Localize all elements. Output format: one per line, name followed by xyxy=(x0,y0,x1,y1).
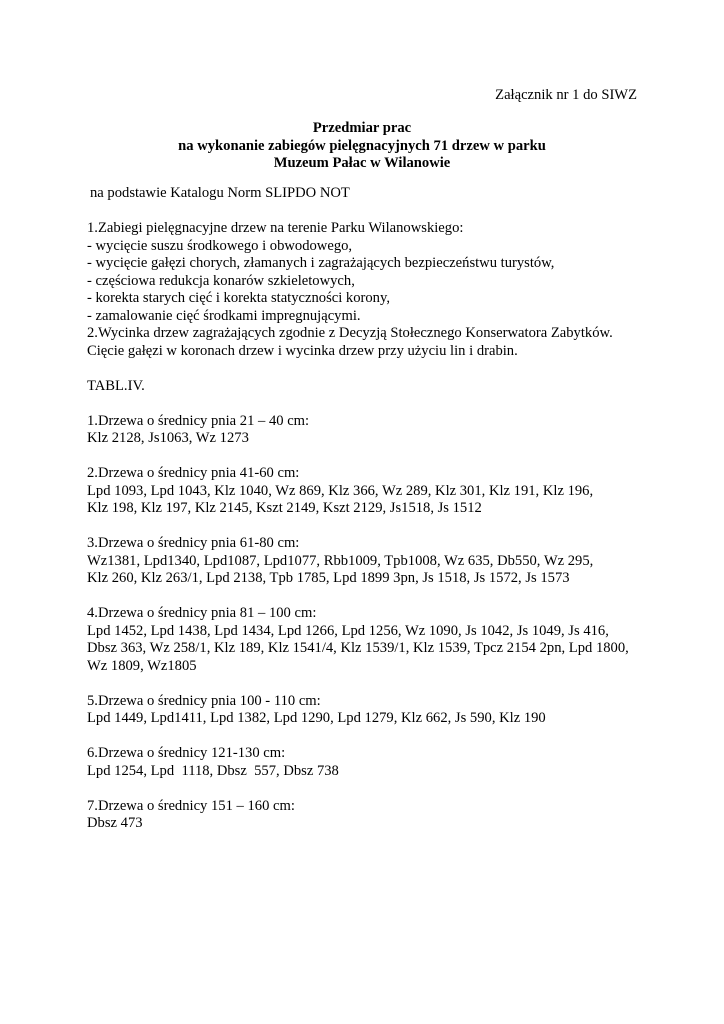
document-title xyxy=(0,120,724,173)
group-heading: 7.Drzewa o średnicy 151 – 160 cm: xyxy=(87,797,295,814)
group-line: Lpd 1093, Lpd 1043, Klz 1040, Wz 869, Klz 366, Wz 289, Klz 301, Klz 191, Klz 196, xyxy=(87,482,594,499)
tree-group xyxy=(87,413,647,448)
scope-line: - wycięcie suszu środkowego i obwodowego, xyxy=(87,237,353,254)
tree-group xyxy=(87,693,647,728)
group-heading: 1.Drzewa o średnicy pnia 21 – 40 cm: xyxy=(87,412,310,429)
scope-line: 2.Wycinka drzew zagrażających zgodnie z Decyzją Stołecznego Konserwatora Zabytków. xyxy=(87,325,613,341)
tree-group xyxy=(87,465,647,518)
group-line: Lpd 1254, Lpd 1118, Dbsz 557, Dbsz 738 xyxy=(87,762,339,779)
scope-line: Cięcie gałęzi w koronach drzew i wycinka drzew przy użyciu lin i drabin. xyxy=(87,342,518,359)
group-heading: 3.Drzewa o średnicy pnia 61-80 cm: xyxy=(87,535,300,551)
group-heading: 2.Drzewa o średnicy pnia 41-60 cm: xyxy=(87,465,300,481)
group-line: Klz 198, Klz 197, Klz 2145, Kszt 2149, Kszt 2129, Js1518, Js 1512 xyxy=(87,500,482,516)
scope-line: - wycięcie gałęzi chorych, złamanych i zagrażających bezpieczeństwu turystów, xyxy=(87,255,555,271)
group-heading: 5.Drzewa o średnicy pnia 100 - 110 cm: xyxy=(87,692,321,709)
group-heading: 6.Drzewa o średnicy 121-130 cm: xyxy=(87,745,286,761)
scope-line: - zamalowanie cięć środkami impregnującymi. xyxy=(87,307,361,324)
title-line: Przedmiar prac xyxy=(312,120,412,136)
attachment-label: Załącznik nr 1 do SIWZ xyxy=(495,87,637,103)
group-line: Wz 1809, Wz1805 xyxy=(87,657,197,674)
scope-line: - częściowa redukcja konarów szkieletowych, xyxy=(87,272,355,289)
tree-group xyxy=(87,605,647,675)
tree-group xyxy=(87,798,647,833)
scope-line: 1.Zabiegi pielęgnacyjne drzew na terenie Parku Wilanowskiego: xyxy=(87,220,464,236)
tree-group xyxy=(87,745,647,780)
group-line: Klz 2128, Js1063, Wz 1273 xyxy=(87,430,249,446)
scope-line: - korekta starych cięć i korekta statyczności korony, xyxy=(87,290,390,306)
group-line: Klz 260, Klz 263/1, Lpd 2138, Tpb 1785, Lpd 1899 3pn, Js 1518, Js 1572, Js 1573 xyxy=(87,570,570,586)
title-line: na wykonanie zabiegów pielęgnacyjnych 71 drzew w parku xyxy=(178,137,546,154)
tree-group xyxy=(87,535,647,588)
group-line: Lpd 1449, Lpd1411, Lpd 1382, Lpd 1290, Lpd 1279, Klz 662, Js 590, Klz 190 xyxy=(87,710,546,726)
group-line: Lpd 1452, Lpd 1438, Lpd 1434, Lpd 1266, Lpd 1256, Wz 1090, Js 1042, Js 1049, Js 416, xyxy=(87,622,609,639)
group-heading: 4.Drzewa o średnicy pnia 81 – 100 cm: xyxy=(87,605,317,621)
group-line: Dbsz 363, Wz 258/1, Klz 189, Klz 1541/4, Klz 1539/1, Klz 1539, Tpcz 2154 2pn, Lpd 1800, xyxy=(87,640,629,656)
group-line: Wz1381, Lpd1340, Lpd1087, Lpd1077, Rbb1009, Tpb1008, Wz 635, Db550, Wz 295, xyxy=(87,552,594,569)
document-body xyxy=(87,185,647,833)
basis-text: na podstawie Katalogu Norm SLIPDO NOT xyxy=(90,185,350,201)
table-label: TABL.IV. xyxy=(87,377,145,394)
group-line: Dbsz 473 xyxy=(87,815,143,831)
title-line: Muzeum Pałac w Wilanowie xyxy=(273,155,451,171)
scope-section xyxy=(87,220,647,360)
